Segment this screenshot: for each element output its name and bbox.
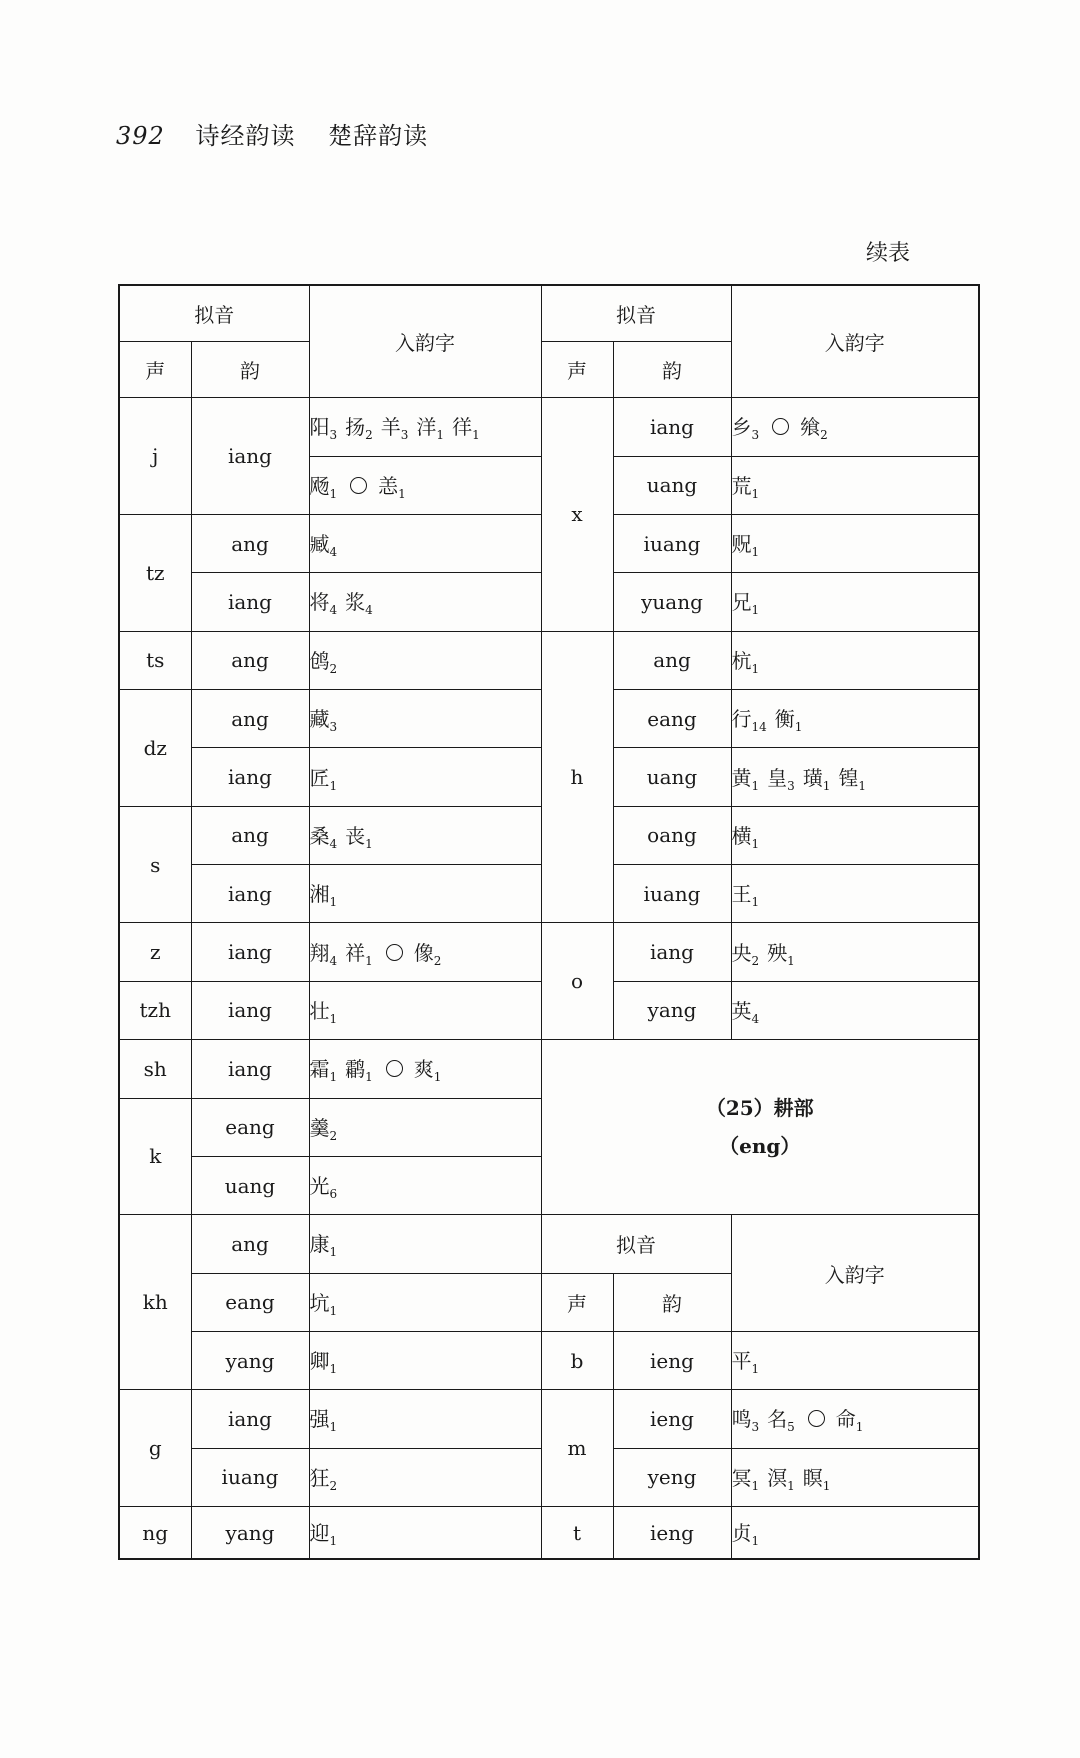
yun-cell: iang	[191, 981, 309, 1039]
rhyme-char-text: 卿	[309, 1349, 330, 1374]
sheng-cell: b	[541, 1331, 613, 1389]
rhyme-count: 1	[365, 1070, 373, 1085]
rhyme-count: 2	[751, 953, 760, 968]
rhyme-char	[309, 590, 340, 618]
rhyme-count: 1	[751, 545, 760, 560]
ruyunzi-cell	[309, 1448, 541, 1506]
rhyme-char	[774, 707, 805, 735]
rhyme-char-text: 康	[309, 1232, 330, 1257]
circle-separator-icon	[808, 1410, 825, 1427]
rhyme-char	[731, 1465, 762, 1493]
rhyme-char	[309, 532, 340, 560]
rhyme-char-text: 臧	[309, 532, 330, 557]
rhyme-char	[309, 765, 340, 793]
rhyme-count: 3	[751, 1420, 760, 1435]
ruyunzi-cell	[731, 456, 979, 514]
rhyme-char-text: 将	[309, 590, 330, 615]
rhyme-char	[731, 415, 762, 443]
ruyunzi-cell	[731, 923, 979, 981]
rhyme-count: 4	[329, 603, 338, 618]
rhyme-char-text: 瞑	[802, 1465, 823, 1490]
rhyme-char	[380, 415, 411, 443]
ruyunzi-cell	[731, 748, 979, 806]
rhyme-char-text: 强	[309, 1407, 330, 1432]
rhyme-char-text: 藏	[309, 707, 330, 732]
sheng-cell: x	[541, 398, 613, 631]
yun-cell: eang	[613, 689, 731, 747]
rhyme-char-text: 扬	[345, 415, 366, 440]
sheng-cell: m	[541, 1390, 613, 1507]
rhyme-char	[731, 590, 762, 618]
ruyunzi-cell	[309, 456, 541, 514]
yun-cell: iang	[191, 865, 309, 923]
header-sheng-section: 声	[541, 1273, 613, 1331]
ruyunzi-cell	[731, 1390, 979, 1448]
rhyme-char-text: 溟	[767, 1465, 788, 1490]
rhyme-char	[309, 940, 340, 968]
rhyme-count: 1	[329, 1362, 338, 1377]
rhyme-char-text: 央	[731, 940, 752, 965]
ruyunzi-cell	[309, 1507, 541, 1559]
circle-separator-icon	[386, 944, 403, 961]
rhyme-count: 1	[329, 1420, 338, 1435]
rhyme-char-text: 殃	[767, 940, 788, 965]
rhyme-char	[309, 1407, 340, 1435]
rhyme-char-text: 鸧	[309, 648, 330, 673]
page-number: 392	[116, 122, 165, 150]
yun-cell: iang	[191, 748, 309, 806]
rhyme-count: 1	[751, 486, 760, 501]
sheng-cell: o	[541, 923, 613, 1040]
rhyme-count: 1	[329, 1245, 338, 1260]
rhyme-char	[838, 765, 868, 793]
rhyme-char-text: 徉	[452, 415, 473, 440]
yun-cell: ang	[191, 689, 309, 747]
ruyunzi-cell	[309, 631, 541, 689]
section-title: （25）耕部	[705, 1096, 814, 1121]
rhyme-char	[731, 648, 762, 676]
rhyme-char-text: 贶	[731, 532, 752, 557]
rhyme-char	[309, 1115, 340, 1143]
rhyme-char-text: 英	[731, 998, 752, 1023]
rhyme-char-text: 黄	[731, 765, 752, 790]
yun-cell: ieng	[613, 1507, 731, 1559]
circle-separator	[767, 415, 794, 439]
rhyme-count: 3	[329, 428, 338, 443]
ruyunzi-cell	[731, 1448, 979, 1506]
rhyme-count: 1	[365, 836, 373, 851]
rhyme-count: 1	[472, 428, 480, 443]
ruyunzi-cell	[731, 865, 979, 923]
ruyunzi-cell	[731, 1331, 979, 1389]
yun-cell: ang	[191, 1215, 309, 1273]
rhyme-char-text: 皇	[767, 765, 788, 790]
rhyme-count: 1	[365, 953, 373, 968]
rhyme-char-text: 匠	[309, 765, 330, 790]
rhyme-char-text: 湘	[309, 882, 330, 907]
rhyme-count: 1	[751, 661, 760, 676]
yun-cell: ang	[191, 514, 309, 572]
rhyme-char-text: 冥	[731, 1465, 752, 1490]
sheng-cell: z	[119, 923, 191, 981]
rhyme-count: 3	[787, 778, 795, 793]
rhyme-char	[731, 765, 762, 793]
ruyunzi-cell	[309, 981, 541, 1039]
rhyme-count: 4	[751, 1011, 760, 1026]
rhyme-char	[802, 765, 833, 793]
rhyme-char-text: 衡	[774, 707, 795, 732]
yun-cell: uang	[191, 1156, 309, 1214]
ruyunzi-cell	[731, 398, 979, 456]
yun-cell: iang	[613, 398, 731, 456]
rhyme-char	[731, 1407, 762, 1435]
rhyme-char-text: 鸣	[731, 1407, 752, 1432]
yun-cell: iang	[613, 923, 731, 981]
yun-cell: yang	[191, 1331, 309, 1389]
ruyunzi-cell	[731, 689, 979, 747]
rhyme-char	[731, 707, 769, 735]
yun-cell: iang	[191, 398, 309, 515]
rhyme-char	[731, 998, 762, 1026]
rhyme-count: 1	[822, 778, 831, 793]
rhyme-char-text: 恙	[378, 473, 399, 498]
book-title-shijing: 诗经韵读	[195, 122, 296, 150]
rhyme-count: 1	[329, 1011, 338, 1026]
rhyme-count: 14	[751, 720, 767, 735]
yun-cell: iang	[191, 1390, 309, 1448]
rhyme-count: 1	[329, 1534, 338, 1548]
header-ruyunzi-section: 入韵字	[731, 1215, 979, 1332]
yun-cell: iuang	[613, 514, 731, 572]
sheng-cell: kh	[119, 1215, 191, 1390]
rhyme-char	[345, 823, 375, 851]
ruyunzi-cell	[309, 1273, 541, 1331]
rhyme-count: 1	[787, 1478, 795, 1493]
rhyme-char-text: 飏	[309, 473, 330, 498]
rhyme-count: 6	[329, 1187, 338, 1202]
page-header	[116, 116, 428, 151]
rhyme-char-text: 羹	[309, 1115, 330, 1140]
rhyme-count: 1	[751, 836, 760, 851]
rhyme-char-text: 爽	[413, 1057, 434, 1082]
header-sheng-left: 声	[119, 341, 191, 397]
rhyme-char	[452, 415, 482, 443]
yun-cell: ieng	[613, 1331, 731, 1389]
rhyme-count: 1	[787, 953, 795, 968]
book-title-chuci: 楚辞韵读	[328, 122, 429, 150]
rhyme-count: 4	[329, 836, 338, 851]
rhyme-char-text: 鹴	[345, 1057, 366, 1082]
ruyunzi-cell	[309, 398, 541, 456]
sheng-cell: tz	[119, 514, 191, 631]
ruyunzi-cell	[309, 923, 541, 981]
yun-cell: oang	[613, 806, 731, 864]
ruyunzi-cell	[309, 689, 541, 747]
header-sheng-right: 声	[541, 341, 613, 397]
rhyme-char	[835, 1407, 866, 1435]
rhyme-count: 1	[751, 1478, 760, 1493]
yun-cell: eang	[191, 1273, 309, 1331]
rhyme-char-text: 阳	[309, 415, 330, 440]
ruyunzi-cell	[309, 865, 541, 923]
rhyme-char-text: 丧	[345, 823, 366, 848]
rhyme-char-text: 横	[731, 823, 752, 848]
rhyme-char-text: 飨	[800, 415, 821, 440]
rhyme-char	[767, 765, 797, 793]
yun-cell: uang	[613, 748, 731, 806]
sheng-cell: g	[119, 1390, 191, 1507]
rhyme-count: 1	[751, 603, 760, 618]
header-ruyunzi-right: 入韵字	[731, 285, 979, 398]
rhyme-count: 1	[329, 778, 338, 793]
ruyunzi-cell	[731, 981, 979, 1039]
circle-separator	[381, 1057, 408, 1081]
header-niyin-left: 拟音	[119, 285, 309, 341]
yun-cell: yang	[613, 981, 731, 1039]
rhyme-char	[345, 940, 375, 968]
yun-cell: ang	[613, 631, 731, 689]
yun-cell: yang	[191, 1507, 309, 1559]
section-heading-geng	[541, 1040, 979, 1215]
rhyme-char	[731, 823, 762, 851]
rhyme-char	[731, 1521, 762, 1548]
ruyunzi-cell	[731, 573, 979, 631]
rhyme-char	[309, 1290, 340, 1318]
rhyme-char-text: 浆	[345, 590, 366, 615]
rhyme-char	[309, 1465, 340, 1493]
rhyme-count: 1	[433, 1070, 442, 1085]
ruyunzi-cell	[309, 514, 541, 572]
rhyme-count: 1	[329, 1303, 338, 1318]
rhyme-char	[731, 473, 762, 501]
yun-cell: iang	[191, 1040, 309, 1098]
rhyme-char	[309, 1521, 340, 1548]
rhyme-count: 1	[858, 778, 867, 793]
rhyme-char-text: 平	[731, 1349, 752, 1374]
rhyme-char	[731, 1349, 762, 1377]
circle-separator-icon	[772, 418, 789, 435]
rhyme-count: 3	[751, 428, 760, 443]
rhyme-char	[309, 707, 340, 735]
yun-cell: iuang	[191, 1448, 309, 1506]
ruyunzi-cell	[309, 1098, 541, 1156]
rhyme-char	[309, 1232, 340, 1260]
rhyme-char	[802, 1465, 833, 1493]
ruyunzi-cell	[309, 1331, 541, 1389]
rhyme-count: 2	[329, 1478, 338, 1493]
ruyunzi-cell	[731, 1507, 979, 1559]
header-yun-left: 韵	[191, 341, 309, 397]
circle-separator-icon	[386, 1060, 403, 1077]
rhyme-count: 1	[794, 720, 803, 735]
rhyme-count: 2	[820, 428, 828, 443]
yun-cell: iuang	[613, 865, 731, 923]
rhyme-char	[309, 998, 340, 1026]
yun-cell: yeng	[613, 1448, 731, 1506]
ruyunzi-cell	[731, 806, 979, 864]
rhyme-count: 3	[329, 720, 338, 735]
rhyme-char-text: 洋	[416, 415, 437, 440]
circle-separator-icon	[350, 477, 367, 494]
rhyme-char-text: 兄	[731, 590, 752, 615]
rhyme-count: 1	[329, 486, 338, 501]
rhyme-count: 1	[398, 486, 406, 501]
yun-cell: eang	[191, 1098, 309, 1156]
section-subtitle: （eng）	[719, 1134, 801, 1159]
sheng-cell: t	[541, 1507, 613, 1559]
rhyme-char	[731, 940, 762, 968]
ruyunzi-cell	[309, 1215, 541, 1273]
rhyme-count: 1	[329, 1070, 338, 1085]
yun-cell: ieng	[613, 1390, 731, 1448]
header-niyin-section: 拟音	[541, 1215, 731, 1273]
rhyme-count: 4	[365, 603, 373, 618]
rhyme-char	[309, 1349, 340, 1377]
rhyme-count: 1	[436, 428, 445, 443]
rhyme-char	[767, 1465, 797, 1493]
circle-separator	[803, 1407, 830, 1431]
yun-cell: iang	[191, 923, 309, 981]
ruyunzi-cell	[309, 806, 541, 864]
rhyme-char	[309, 882, 340, 910]
rhyme-char-text: 杭	[731, 648, 752, 673]
rhyme-char-text: 贞	[731, 1521, 752, 1545]
sheng-cell: k	[119, 1098, 191, 1215]
header-niyin-right: 拟音	[541, 285, 731, 341]
ruyunzi-cell	[309, 1156, 541, 1214]
rhyme-count: 1	[751, 895, 760, 910]
ruyunzi-cell	[309, 748, 541, 806]
circle-separator	[345, 474, 372, 498]
header-ruyunzi-left: 入韵字	[309, 285, 541, 398]
rhyme-char	[378, 473, 408, 501]
rhyme-char-text: 狂	[309, 1465, 330, 1490]
rhyme-count: 4	[329, 545, 338, 560]
rhyme-char-text: 命	[835, 1407, 856, 1432]
rhyme-char-text: 像	[413, 940, 434, 965]
ruyunzi-cell	[309, 1390, 541, 1448]
rhyme-char	[731, 532, 762, 560]
sheng-cell: h	[541, 631, 613, 923]
rhyme-char-text: 霜	[309, 1057, 330, 1082]
rhyme-char	[309, 1174, 340, 1202]
rhyme-char-text: 荒	[731, 473, 752, 498]
rhyme-count: 1	[855, 1420, 864, 1435]
rhyme-count: 2	[433, 953, 442, 968]
rhyme-char	[731, 882, 762, 910]
ruyunzi-cell	[731, 514, 979, 572]
rhyme-char-text: 迎	[309, 1521, 330, 1545]
sheng-cell: dz	[119, 689, 191, 806]
sheng-cell: s	[119, 806, 191, 923]
rhyme-char	[800, 415, 830, 443]
continued-label: 续表	[866, 241, 911, 266]
rhyme-char	[767, 940, 797, 968]
rhyme-char	[309, 823, 340, 851]
yun-cell: ang	[191, 806, 309, 864]
rhyme-count: 3	[400, 428, 409, 443]
rhyme-char	[309, 648, 340, 676]
rhyme-char	[309, 1057, 340, 1085]
rhyme-count: 1	[822, 1478, 831, 1493]
rhyme-char-text: 翔	[309, 940, 330, 965]
rhyme-char-text: 羊	[380, 415, 401, 440]
header-yun-section: 韵	[613, 1273, 731, 1331]
rhyme-count: 2	[329, 1128, 338, 1143]
rhyme-count: 1	[751, 1362, 760, 1377]
yun-cell: iang	[191, 573, 309, 631]
rhyme-char	[345, 590, 375, 618]
yun-cell: ang	[191, 631, 309, 689]
ruyunzi-cell	[731, 631, 979, 689]
rhyme-count: 5	[787, 1420, 795, 1435]
circle-separator	[381, 941, 408, 965]
ruyunzi-cell	[309, 573, 541, 631]
yun-cell: yuang	[613, 573, 731, 631]
rhyme-char-text: 王	[731, 882, 752, 907]
sheng-cell: ts	[119, 631, 191, 689]
rhyme-count: 2	[365, 428, 373, 443]
rhyme-char	[413, 1057, 444, 1085]
rhyme-char-text: 名	[767, 1407, 788, 1432]
sheng-cell: tzh	[119, 981, 191, 1039]
rhyme-char-text: 光	[309, 1174, 330, 1199]
rhyme-char-text: 行	[731, 707, 752, 732]
rhyme-char	[413, 940, 444, 968]
rhyme-count: 1	[751, 1534, 760, 1548]
rhyme-char	[345, 1057, 375, 1085]
yun-cell: uang	[613, 456, 731, 514]
rhyme-char-text: 祥	[345, 940, 366, 965]
rhyme-char-text: 壮	[309, 998, 330, 1023]
sheng-cell: sh	[119, 1040, 191, 1098]
rhyme-count: 1	[751, 778, 760, 793]
rhyme-char-text: 桑	[309, 823, 330, 848]
ruyunzi-cell	[309, 1040, 541, 1098]
rhyme-char-text: 乡	[731, 415, 752, 440]
rhyme-count: 1	[329, 895, 338, 910]
rhyme-char	[767, 1407, 797, 1435]
rhyme-char-text: 锽	[838, 765, 859, 790]
rhyme-table	[118, 284, 980, 1560]
sheng-cell: j	[119, 398, 191, 515]
rhyme-char-text: 璜	[802, 765, 823, 790]
sheng-cell: ng	[119, 1507, 191, 1559]
rhyme-char	[416, 415, 446, 443]
rhyme-char-text: 坑	[309, 1290, 330, 1315]
rhyme-char	[345, 415, 375, 443]
rhyme-count: 2	[329, 661, 338, 676]
rhyme-count: 4	[329, 953, 338, 968]
rhyme-char	[309, 415, 340, 443]
rhyme-char	[309, 473, 340, 501]
header-yun-right: 韵	[613, 341, 731, 397]
